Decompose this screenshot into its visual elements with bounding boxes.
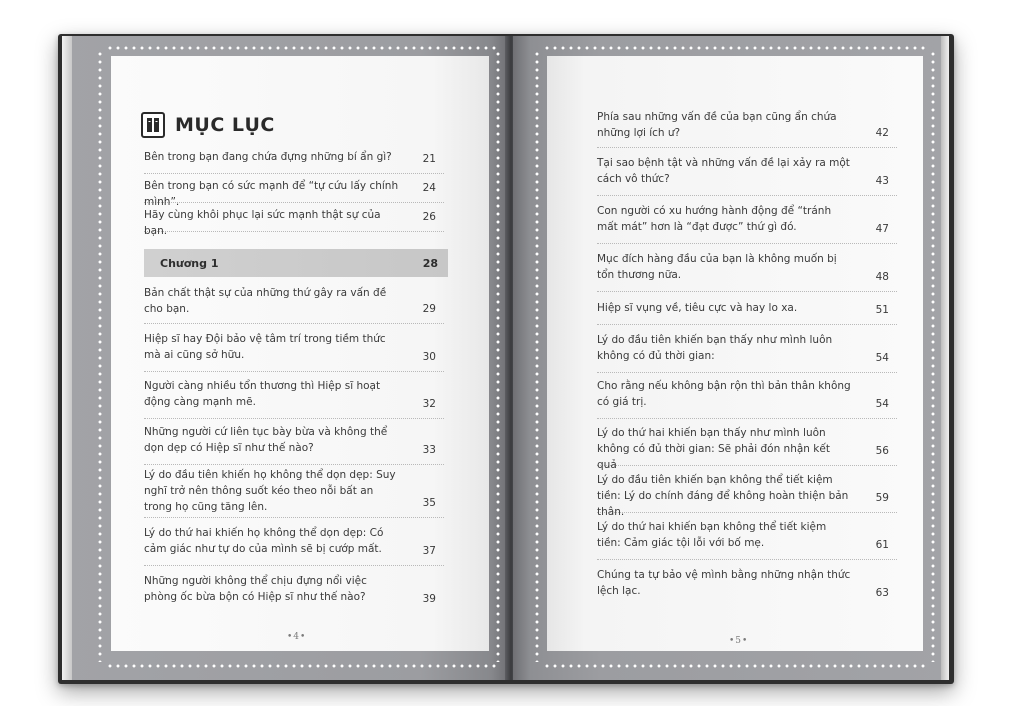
toc-entry-page: 33 — [422, 444, 436, 456]
dotted-border-right — [496, 50, 500, 662]
toc-entry-page: 24 — [422, 182, 436, 194]
toc-entry[interactable] — [144, 378, 444, 419]
toc-entry[interactable] — [144, 207, 444, 237]
left-content-panel — [111, 56, 489, 651]
toc-entry[interactable] — [597, 203, 897, 244]
toc-entry[interactable] — [144, 467, 444, 518]
page-number: •4• — [287, 632, 307, 642]
toc-entry-page: 32 — [422, 398, 436, 410]
dotted-border-top — [106, 46, 496, 50]
toc-entry[interactable] — [597, 519, 897, 560]
toc-entry[interactable] — [144, 285, 444, 324]
toc-entry-text: Cho rằng nếu không bận rộn thì bản thân không có giá trị. — [597, 380, 851, 408]
toc-entry-page: 30 — [422, 351, 436, 363]
toc-entry-text: Con người có xu hướng hành động để “tránh mất mát” hơn là “đạt được” thứ gì đó. — [597, 205, 832, 233]
toc-entry-text: Bên trong bạn có sức mạnh để “tự cứu lấy chính mình”. — [144, 180, 399, 208]
toc-entry[interactable] — [597, 332, 897, 373]
right-content-panel — [547, 56, 923, 651]
toc-entry[interactable] — [597, 472, 897, 518]
page-edge-right — [941, 36, 949, 680]
toc-entry[interactable] — [597, 300, 897, 325]
toc-entry-text: Chúng ta tự bảo vệ mình bằng những nhận thức lệch lạc. — [597, 569, 851, 597]
toc-entry-page: 35 — [422, 497, 436, 509]
toc-entry-text: Lý do đầu tiên khiến họ không thể dọn dẹp: Suy nghĩ trở nên thông suốt kéo theo nỗi bất an trong họ cũng tăng lên. — [144, 469, 396, 513]
toc-entry[interactable] — [597, 425, 897, 471]
chapter-label: Chương 1 — [160, 257, 219, 270]
toc-entry[interactable] — [144, 149, 444, 174]
toc-entry-page: 59 — [875, 492, 889, 504]
toc-entry[interactable] — [597, 109, 897, 148]
toc-entry-page: 47 — [875, 223, 889, 235]
toc-entry-text: Những người không thể chịu đựng nổi việc phòng ốc bừa bộn có Hiệp sĩ như thế nào? — [144, 575, 367, 603]
toc-entry-page: 29 — [422, 303, 436, 315]
toc-entry[interactable] — [144, 424, 444, 465]
chapter-heading[interactable] — [144, 249, 448, 277]
toc-entry-page: 37 — [422, 545, 436, 557]
toc-entry-page: 42 — [875, 127, 889, 139]
toc-entry-text: Những người cứ liên tục bày bừa và không thể dọn dẹp có Hiệp sĩ như thế nào? — [144, 426, 388, 454]
toc-entry-text: Lý do thứ hai khiến bạn không thể tiết kiệm tiền: Cảm giác tội lỗi với bố mẹ. — [597, 521, 827, 549]
toc-entry-text: Người càng nhiều tổn thương thì Hiệp sĩ hoạt động càng mạnh mẽ. — [144, 380, 381, 408]
right-page — [513, 36, 949, 680]
dotted-border-top — [543, 46, 927, 50]
page-title: MỤC LỤC — [175, 114, 275, 136]
dotted-border-right — [931, 50, 935, 662]
toc-entry-page: 43 — [875, 175, 889, 187]
toc-entry-page: 61 — [875, 539, 889, 551]
toc-entry-text: Tại sao bệnh tật và những vấn đề lại xảy ra một cách vô thức? — [597, 157, 850, 185]
chapter-page: 28 — [422, 257, 438, 270]
toc-entry[interactable] — [144, 573, 444, 613]
toc-entry-text: Hiệp sĩ hay Đội bảo vệ tâm trí trong tiềm thức mà ai cũng sở hữu. — [144, 333, 386, 361]
toc-entry-text: Lý do thứ hai khiến bạn thấy như mình luôn không có đủ thời gian: Sẽ phải đón nhận kết quả — [597, 427, 830, 471]
toc-entry[interactable] — [597, 567, 897, 607]
toc-entry-text: Bên trong bạn đang chứa đựng những bí ẩn gì? — [144, 151, 392, 163]
left-page — [62, 36, 509, 680]
toc-entry[interactable] — [597, 251, 897, 292]
toc-entry-page: 56 — [875, 445, 889, 457]
toc-entry[interactable] — [144, 525, 444, 566]
dotted-border-left — [98, 50, 102, 662]
dotted-border-bottom — [543, 664, 927, 668]
dotted-border-bottom — [106, 664, 496, 668]
toc-entry-text: Hãy cùng khôi phục lại sức mạnh thật sự của bạn. — [144, 209, 381, 237]
toc-entry-page: 54 — [875, 398, 889, 410]
page-edge-left — [62, 36, 72, 680]
toc-entry-text: Lý do đầu tiên khiến bạn thấy như mình luôn không có đủ thời gian: — [597, 334, 833, 362]
toc-entry-text: Lý do đầu tiên khiến bạn không thể tiết kiệm tiền: Lý do chính đáng để không hoàn thiện bản thân. — [597, 474, 849, 518]
toc-entry-page: 21 — [422, 153, 436, 165]
toc-entry-page: 48 — [875, 271, 889, 283]
toc-entry-text: Lý do thứ hai khiến họ không thể dọn dẹp: Có cảm giác như tự do của mình sẽ bị cướp mất. — [144, 527, 384, 555]
toc-entry-text: Phía sau những vấn đề của bạn cũng ẩn chứa những lợi ích ư? — [597, 111, 837, 139]
toc-entry[interactable] — [144, 178, 444, 208]
toc-entry-page: 63 — [875, 587, 889, 599]
toc-entry-page: 54 — [875, 352, 889, 364]
toc-entry[interactable] — [597, 155, 897, 196]
toc-entry-page: 26 — [422, 211, 436, 223]
toc-entry[interactable] — [597, 378, 897, 419]
toc-entry-text: Mục đích hàng đầu của bạn là không muốn bị tổn thương nữa. — [597, 253, 837, 281]
toc-entry-page: 51 — [875, 304, 889, 316]
toc-entry-page: 39 — [422, 593, 436, 605]
toc-title — [141, 112, 275, 138]
toc-entry-text: Bản chất thật sự của những thứ gây ra vấn đề cho bạn. — [144, 287, 387, 315]
toc-entry[interactable] — [144, 331, 444, 372]
dotted-border-left — [535, 50, 539, 662]
page-number: •5• — [729, 636, 749, 646]
book-icon — [141, 112, 165, 138]
toc-entry-text: Hiệp sĩ vụng về, tiêu cực và hay lo xa. — [597, 302, 798, 314]
